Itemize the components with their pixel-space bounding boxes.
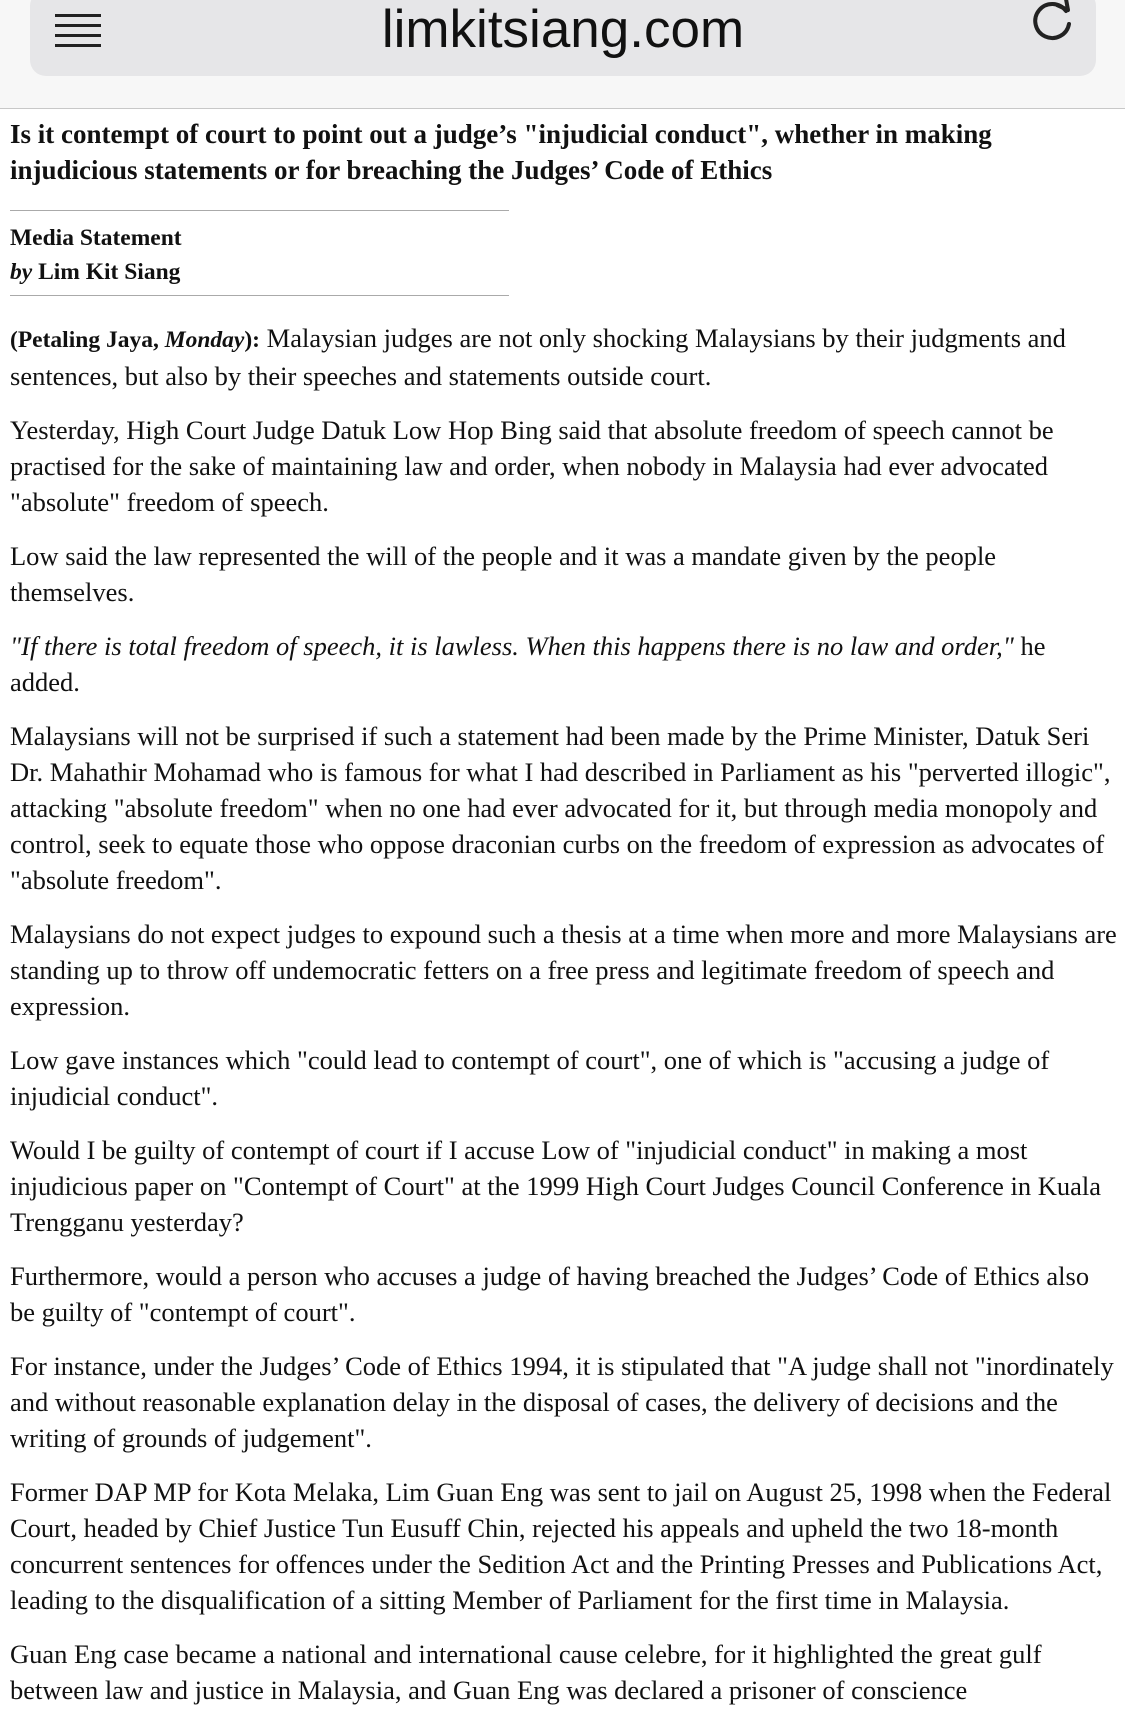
paragraph: Low said the law represented the will of the people and it was a mandate given by the people themselves.: [10, 541, 997, 607]
dateline-place: (Petaling Jaya,: [10, 327, 165, 353]
paragraph: [10, 320, 1118, 394]
statement-type: Media Statement: [10, 225, 182, 251]
paragraph: For instance, under the Judges’ Code of Ethics 1994, it is stipulated that "A judge shall not "inordinately and without reasonable explanation delay in the disposal of cases, the delivery of decisions and the writing of grounds of judgement".: [10, 1351, 1114, 1453]
paragraph: [10, 628, 1118, 700]
author-line: [10, 255, 1118, 289]
divider: [10, 295, 509, 296]
paragraph-text: Malaysian judges are not only shocking Malaysians by their judgments and sentences, but also by their speeches and statements outside court.: [10, 323, 1066, 391]
paragraph: Guan Eng case became a national and international cause celebre, for it highlighted the great gulf between law and justice in Malaysia, and Guan Eng was declared a prisoner of conscience: [10, 1639, 1042, 1705]
article-body: [10, 320, 1118, 1708]
dateline-close: ):: [244, 327, 261, 353]
url-text[interactable]: limkitsiang.com: [381, 0, 745, 59]
dateline-day: Monday: [164, 327, 245, 353]
by-label: by: [10, 259, 33, 285]
paragraph-text: he added.: [10, 631, 1046, 697]
byline: [10, 211, 1118, 295]
author-name: Lim Kit Siang: [38, 259, 181, 285]
article: [10, 112, 1118, 1726]
paragraph: Would I be guilty of contempt of court if I accuse Low of "injudicial conduct" in making a most injudicious paper on "Contempt of Court" at the 1999 High Court Judges Council Conference in Kuala Trengganu yesterday?: [10, 1135, 1102, 1237]
paragraph: Yesterday, High Court Judge Datuk Low Hop Bing said that absolute freedom of speech cannot be practised for the sake of maintaining law and order, when nobody in Malaysia had ever advocated "absolute" freedom of speech.: [10, 415, 1054, 517]
reload-icon[interactable]: [1026, 0, 1078, 46]
quote: "If there is total freedom of speech, it is lawless. When this happens there is no law and order,": [10, 631, 1014, 661]
address-bar[interactable]: [30, 0, 1096, 76]
paragraph: Malaysians do not expect judges to expound such a thesis at a time when more and more Malaysians are standing up to throw off undemocratic fetters on a free press and legitimate freedom of speech and expression.: [10, 919, 1117, 1021]
paragraph: Malaysians will not be surprised if such a statement had been made by the Prime Minister, Datuk Seri Dr. Mahathir Mohamad who is famous for what I had described in Parliament as his "perverted illogic", attacking "absolute freedom" when no one had ever advocated for it, but through media monopoly and control, seek to equate those who oppose draconian curbs on the freedom of expression as advocates of "absolute freedom".: [10, 721, 1111, 895]
dateline: [10, 327, 260, 353]
browser-toolbar: [0, 0, 1125, 109]
paragraph: Furthermore, would a person who accuses a judge of having breached the Judges’ Code of Ethics also be guilty of "contempt of court".: [10, 1261, 1090, 1327]
paragraph: Low gave instances which "could lead to contempt of court", one of which is "accusing a judge of injudicial conduct".: [10, 1045, 1050, 1111]
paragraph: Former DAP MP for Kota Melaka, Lim Guan Eng was sent to jail on August 25, 1998 when the Federal Court, headed by Chief Justice Tun Eusuff Chin, rejected his appeals and upheld the two 18-month concurrent sentences for offences under the Sedition Act and the Printing Presses and Publications Act, leading to the disqualification of a sitting Member of Parliament for the first time in Malaysia.: [10, 1477, 1112, 1615]
article-title: Is it contempt of court to point out a judge’s "injudicial conduct", whether in making injudicious statements or for breaching the Judges’ Code of Ethics: [10, 119, 992, 185]
